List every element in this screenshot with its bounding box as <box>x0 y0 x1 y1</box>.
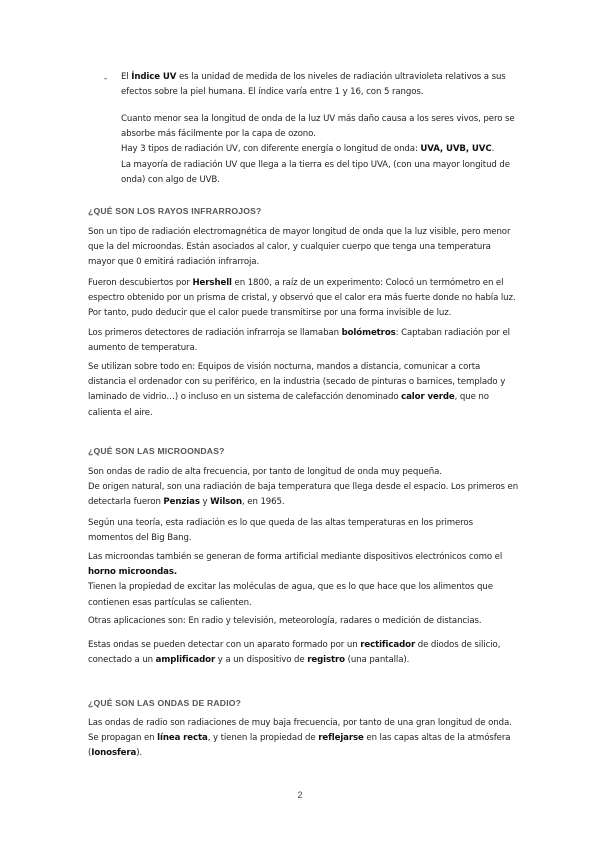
microwaves-paragraph-4: Otras aplicaciones son: En radio y televisión, meteorología, radares o medición de distancias. <box>88 616 482 626</box>
microwaves-paragraph-2: Según una teoría, esta radiación es lo que queda de las altas temperaturas en los primeros momentos del Big Bang. <box>88 518 473 544</box>
infrared-paragraph-2: Fueron descubiertos por Hershell en 1800, a raíz de un experimento: Colocó un termómetro en el espectro obtenido por un prisma de cristal, y observó que el calor era más fuerte donde no había luz. Por tanto, pudo deducir que el calor puede transmitirse por una forma invisible de luz. <box>88 278 516 319</box>
bold-term: Ionosfera <box>91 748 137 759</box>
microwaves-paragraph-5: Estas ondas se pueden detectar con un aparato formado por un rectificador de diodos de silicio, conectado a un amplificador y a un dispositivo de registro (una pantalla). <box>88 640 501 666</box>
page-number: 2 <box>297 790 303 800</box>
infrared-paragraph-1: Son un tipo de radiación electromagnética de mayor longitud de onda que la luz visible, pero menor que la del microondas. Están asociados al calor, y cualquier cuerpo que tenga una temperatura mayor que 0 emitirá radiación infrarroja. <box>88 227 511 268</box>
infrared-paragraph-3: Los primeros detectores de radiación infrarroja se llamaban bolómetros: Captaban radiación por el aumento de temperatura. <box>88 328 510 354</box>
uv-damage-text: Cuanto menor sea la longitud de onda de la luz UV más daño causa a los seres vivos, pero se absorbe más fácilmente por la capa de ozono. <box>121 114 515 140</box>
section-heading-radio-waves: ¿QUÉ SON LAS ONDAS DE RADIO? <box>88 698 242 708</box>
uv-majority-text: La mayoría de radiación UV que llega a la tierra es del tipo UVA, (con una mayor longitud de onda) con algo de UVB. <box>121 159 510 185</box>
microwaves-paragraph-3: Las microondas también se generan de forma artificial mediante dispositivos electrónicos como el horno microondas. Tienen la propiedad de excitar las moléculas de agua, que es lo que hace que los alimentos que contienen esas partículas se calienten. <box>88 552 503 608</box>
bold-term: amplificador <box>155 655 216 666</box>
infrared-paragraph-4: Se utilizan sobre todo en: Equipos de visión nocturna, mandos a distancia, comunicar a corta distancia el ordenador con su periférico, en la industria (secado de pinturas o barnices, templado y laminado de vidrio…) o incluso en un sistema de calefacción denominado calor verde, que no calienta el aire. <box>88 362 506 418</box>
bold-term: UVA, UVB, UVC <box>420 144 492 155</box>
bold-term: Índice UV <box>131 72 177 82</box>
bold-term: línea recta <box>157 733 208 744</box>
bold-term: registro <box>307 655 345 666</box>
bold-term: reflejarse <box>318 733 364 744</box>
list-bullet: - <box>104 74 108 84</box>
bold-term: bolómetros <box>341 328 396 338</box>
microwaves-paragraph-1: Son ondas de radio de alta frecuencia, por tanto de longitud de onda muy pequeña. De origen natural, son una radiación de baja temperatura que llega desde el espacio. Los primeros en detectarla fueron Penzias y Wilson, en 1965. <box>88 467 519 508</box>
bold-term: rectificador <box>360 640 416 650</box>
radio-paragraph-1: Las ondas de radio son radiaciones de muy baja frecuencia, por tanto de una gran longitud de onda. Se propagan en línea recta, y tienen la propiedad de reflejarse en las capas altas de la atmósfera (Ionosfera). <box>88 718 512 759</box>
bold-term: Penzias <box>163 497 200 508</box>
section-heading-microwaves: ¿QUÉ SON LAS MICROONDAS? <box>88 446 225 456</box>
bold-term: Hershell <box>192 278 232 288</box>
bold-term: calor verde <box>401 392 455 403</box>
bold-term: Wilson <box>210 497 243 508</box>
section-heading-infrared: ¿QUÉ SON LOS RAYOS INFRARROJOS? <box>88 206 262 216</box>
bold-term: horno microondas. <box>88 567 178 578</box>
uv-index-paragraph: El Índice UV es la unidad de medida de los niveles de radiación ultravioleta relativos a sus efectos sobre la piel humana. El índice varía entre 1 y 16, con 5 rangos. <box>121 72 506 98</box>
uv-details-paragraph: Cuanto menor sea la longitud de onda de la luz UV más daño causa a los seres vivos, pero se absorbe más fácilmente por la capa de ozono. Hay 3 tipos de radiación UV, con diferente energía o longitud de onda: UVA, UVB, UVC. La mayoría de radiación UV que llega a la tierra es del tipo UVA, (con una mayor longitud de onda) con algo de UVB. <box>121 112 521 188</box>
